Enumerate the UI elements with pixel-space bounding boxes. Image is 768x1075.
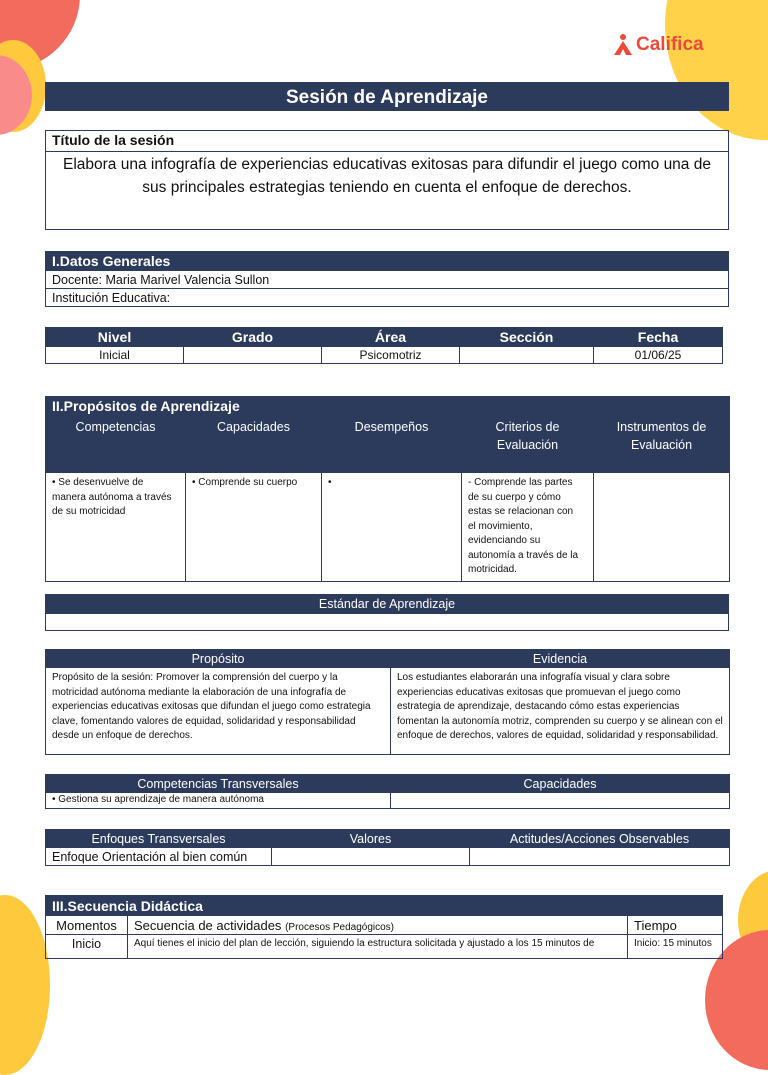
enfoque-cell: Enfoque Orientación al bien común — [46, 848, 272, 866]
page-title: Sesión de Aprendizaje — [45, 82, 729, 111]
col-tiempo: Tiempo — [628, 916, 723, 935]
session-title-text: Elabora una infografía de experiencias educativas exitosas para difundir el juego como una de sus principales estrategias teniendo en cuenta el enfoque de derechos. — [63, 156, 711, 196]
col-capacidades: Capacidades — [186, 416, 322, 473]
instrumento-cell — [594, 473, 730, 582]
transversales-capacidades-header: Capacidades — [391, 775, 730, 793]
proposito-header: Propósito — [46, 650, 391, 668]
datos-generales-table — [45, 251, 729, 307]
col-secuencia-label: Secuencia de actividades — [134, 917, 282, 933]
actitudes-cell — [470, 848, 730, 866]
valores-cell — [272, 848, 470, 866]
brand-name: Califica — [636, 34, 704, 55]
desempeno-cell: • — [322, 473, 462, 582]
decorative-blob-top-right-yellow — [665, 0, 768, 140]
enfoques-header: Enfoques Transversales — [46, 830, 272, 848]
info-header-fecha: Fecha — [594, 328, 723, 347]
valores-header: Valores — [272, 830, 470, 848]
session-title-label: Título de la sesión — [46, 131, 728, 152]
estandar-cell — [46, 614, 729, 631]
info-seccion-value — [460, 347, 594, 364]
institucion-field: Institución Educativa: — [46, 289, 729, 307]
transversal-competencia-cell: • Gestiona su aprendizaje de manera autónoma — [46, 793, 391, 809]
competencia-cell: • Se desenvuelve de manera autónoma a través de su motricidad — [46, 473, 186, 582]
info-nivel-value: Inicial — [46, 347, 184, 364]
evidencia-cell: Los estudiantes elaborarán una infografía visual y clara sobre experiencias educativas exitosas que promuevan el juego como estrategia de aprendizaje, destacando cómo estas experiencias fomentan la autonomía motriz, comprenden su cuerpo y se alinean con el enfoque de derechos, valores de equidad, solidaridad y responsabilidad. — [391, 668, 730, 755]
tiempo-inicio: Inicio: 15 minutos — [628, 935, 723, 959]
info-header-grado: Grado — [184, 328, 322, 347]
session-title-box — [45, 130, 729, 230]
info-header-area: Área — [322, 328, 460, 347]
info-table — [45, 327, 723, 364]
col-criterios: Criterios de Evaluación — [462, 416, 594, 473]
secuencia-header-blank — [628, 896, 723, 916]
secuencia-table — [45, 895, 723, 959]
col-desempenos: Desempeños — [322, 416, 462, 473]
datos-generales-header: I.Datos Generales — [46, 252, 729, 271]
secuencia-header: III.Secuencia Didáctica — [46, 896, 628, 916]
estandar-header: Estándar de Aprendizaje — [46, 595, 729, 614]
estandar-table — [45, 594, 729, 631]
proposito-evidencia-table — [45, 649, 730, 755]
momento-inicio: Inicio — [46, 935, 128, 959]
col-competencias: Competencias — [46, 416, 186, 473]
info-fecha-value: 01/06/25 — [594, 347, 723, 364]
transversales-table — [45, 774, 730, 809]
actitudes-header: Actitudes/Acciones Observables — [470, 830, 730, 848]
col-secuencia-note: (Procesos Pedagógicos) — [285, 921, 395, 933]
evidencia-header: Evidencia — [391, 650, 730, 668]
transversales-header: Competencias Transversales — [46, 775, 391, 793]
col-secuencia — [128, 916, 628, 935]
info-grado-value — [184, 347, 322, 364]
propositos-table — [45, 396, 730, 582]
capacidad-cell: • Comprende su cuerpo — [186, 473, 322, 582]
brand-logo — [612, 30, 704, 60]
docente-field: Docente: Maria Marivel Valencia Sullon — [46, 271, 729, 289]
info-header-seccion: Sección — [460, 328, 594, 347]
enfoques-table — [45, 829, 730, 866]
criterio-cell: - Comprende las partes de su cuerpo y cómo estas se relacionan con el movimiento, evidenciando su autonomía a través de la motricidad. — [462, 473, 594, 582]
info-header-nivel: Nivel — [46, 328, 184, 347]
propositos-header: II.Propósitos de Aprendizaje — [46, 397, 730, 416]
col-instrumentos: Instrumentos de Evaluación — [594, 416, 730, 473]
brand-logo-icon — [612, 33, 634, 57]
actividad-inicio: Aquí tienes el inicio del plan de lección, siguiendo la estructura solicitada y ajustado a los 15 minutos de — [128, 935, 628, 959]
decorative-blob-bottom-left-yellow — [0, 895, 50, 1075]
proposito-cell: Propósito de la sesión: Promover la comprensión del cuerpo y la motricidad autónoma mediante la elaboración de una infografía de experiencias educativas exitosas que difundan el juego como estrategia clave, fomentando valores de equidad, solidaridad y responsabilidad desde un enfoque de derechos. — [46, 668, 391, 755]
col-momentos: Momentos — [46, 916, 128, 935]
info-area-value: Psicomotriz — [322, 347, 460, 364]
transversal-capacidad-cell — [391, 793, 730, 809]
